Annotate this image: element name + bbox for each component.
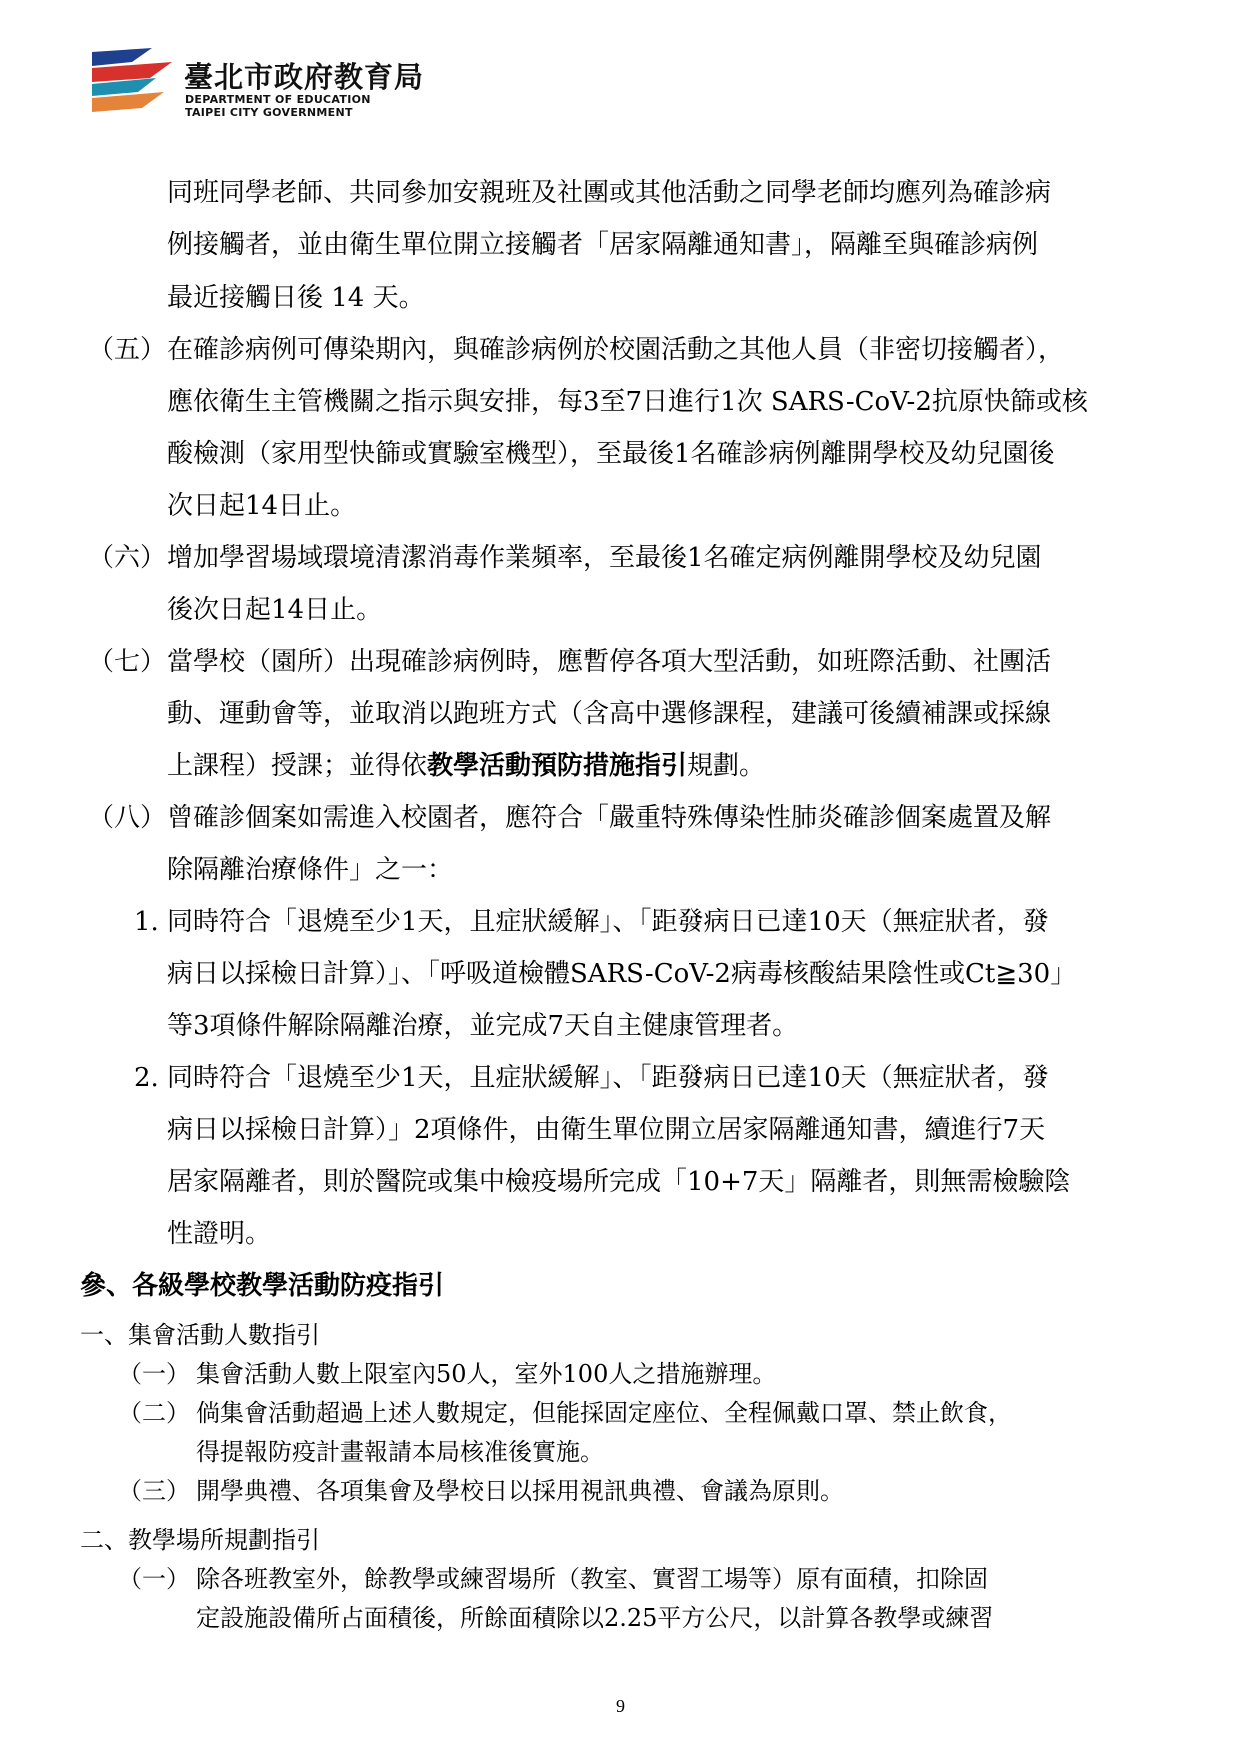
list-marker: （一） — [118, 1360, 190, 1388]
sublist-line: 病日以採檢日計算）」、「呼吸道檢體SARS-CoV-2病毒核酸結果陰性或Ct≧30」 — [167, 959, 1077, 989]
organization-name-en-line1: DEPARTMENT OF EDUCATION — [185, 93, 371, 106]
list-item-line: 得提報防疫計畫報請本局核准後實施。 — [196, 1438, 604, 1466]
list-marker: （七） — [88, 647, 167, 677]
text-run: 上課程）授課；並得依 — [167, 751, 428, 781]
list-item-line: 增加學習場域環境清潔消毒作業頻率，至最後1名確定病例離開學校及幼兒園 — [167, 543, 1042, 573]
sublist-line: 同時符合「退燒至少1天，且症狀緩解」、「距發病日已達10天（無症狀者，發 — [167, 907, 1049, 937]
list-item-line: 當學校（園所）出現確診病例時，應暫停各項大型活動，如班際活動、社團活 — [167, 647, 1052, 677]
page-number: 9 — [616, 1696, 625, 1716]
paragraph-line: 同班同學老師、共同參加安親班及社團或其他活動之同學老師均應列為確診病 — [167, 178, 1052, 208]
sublist-line: 居家隔離者，則於醫院或集中檢疫場所完成「10+7天」隔離者，則無需檢驗陰 — [167, 1167, 1071, 1197]
list-item-line: 除各班教室外，餘教學或練習場所（教室、實習工場等）原有面積，扣除固 — [196, 1565, 988, 1593]
list-item-line: 集會活動人數上限室內50人，室外100人之措施辦理。 — [196, 1360, 777, 1388]
section-heading: 參、各級學校教學活動防疫指引 — [80, 1271, 445, 1301]
sublist-line: 病日以採檢日計算）」2項條件，由衛生單位開立居家隔離通知書，續進行7天 — [167, 1115, 1046, 1145]
list-item-line: 曾確診個案如需進入校園者，應符合「嚴重特殊傳染性肺炎確診個案處置及解 — [167, 803, 1052, 833]
list-item-line: 動、運動會等，並取消以跑班方式（含高中選修課程，建議可後續補課或採線 — [167, 699, 1052, 729]
sublist-marker: 2. — [134, 1063, 159, 1093]
text-run: 規劃。 — [687, 751, 766, 781]
subsection-heading: 二、教學場所規劃指引 — [80, 1526, 320, 1554]
guideline-reference: 教學活動預防措施指引 — [427, 751, 688, 781]
list-item-line: 開學典禮、各項集會及學校日以採用視訊典禮、會議為原則。 — [196, 1477, 844, 1505]
list-item-line: 後次日起14日止。 — [167, 595, 383, 625]
sublist-line: 等3項條件解除隔離治療，並完成7天自主健康管理者。 — [167, 1011, 799, 1041]
list-item-line: 定設施設備所占面積後，所餘面積除以2.25平方公尺，以計算各教學或練習 — [196, 1604, 994, 1632]
paragraph-line: 例接觸者，並由衛生單位開立接觸者「居家隔離通知書」，隔離至與確診病例 — [167, 230, 1039, 260]
organization-name-zh: 臺北市政府教育局 — [184, 60, 425, 94]
list-marker: （八） — [88, 803, 167, 833]
organization-name-en-line2: TAIPEI CITY GOVERNMENT — [185, 106, 353, 119]
list-item-line: 次日起14日止。 — [167, 491, 357, 521]
list-item-line: 在確診病例可傳染期內，與確診病例於校園活動之其他人員（非密切接觸者）， — [167, 335, 1065, 365]
list-item-line: 倘集會活動超過上述人數規定，但能採固定座位、全程佩戴口罩、禁止飲食， — [196, 1399, 1012, 1427]
list-item-line: 除隔離治療條件」之一： — [167, 855, 454, 885]
subsection-heading: 一、集會活動人數指引 — [80, 1321, 320, 1349]
list-marker: （三） — [118, 1477, 190, 1505]
list-marker: （二） — [118, 1399, 190, 1427]
list-item-line — [167, 749, 765, 783]
list-marker: （五） — [88, 335, 167, 365]
list-marker: （六） — [88, 543, 167, 573]
list-item-line: 酸檢測（家用型快篩或實驗室機型），至最後1名確診病例離開學校及幼兒園後 — [167, 439, 1055, 469]
education-department-logo-icon — [92, 48, 172, 116]
sublist-line: 性證明。 — [167, 1219, 272, 1249]
sublist-marker: 1. — [134, 907, 159, 937]
paragraph-line: 最近接觸日後 14 天。 — [167, 283, 425, 313]
list-marker: （一） — [118, 1565, 190, 1593]
sublist-line: 同時符合「退燒至少1天，且症狀緩解」、「距發病日已達10天（無症狀者，發 — [167, 1063, 1049, 1093]
list-item-line: 應依衛生主管機關之指示與安排，每3至7日進行1次 SARS-CoV-2抗原快篩或核 — [167, 387, 1088, 417]
